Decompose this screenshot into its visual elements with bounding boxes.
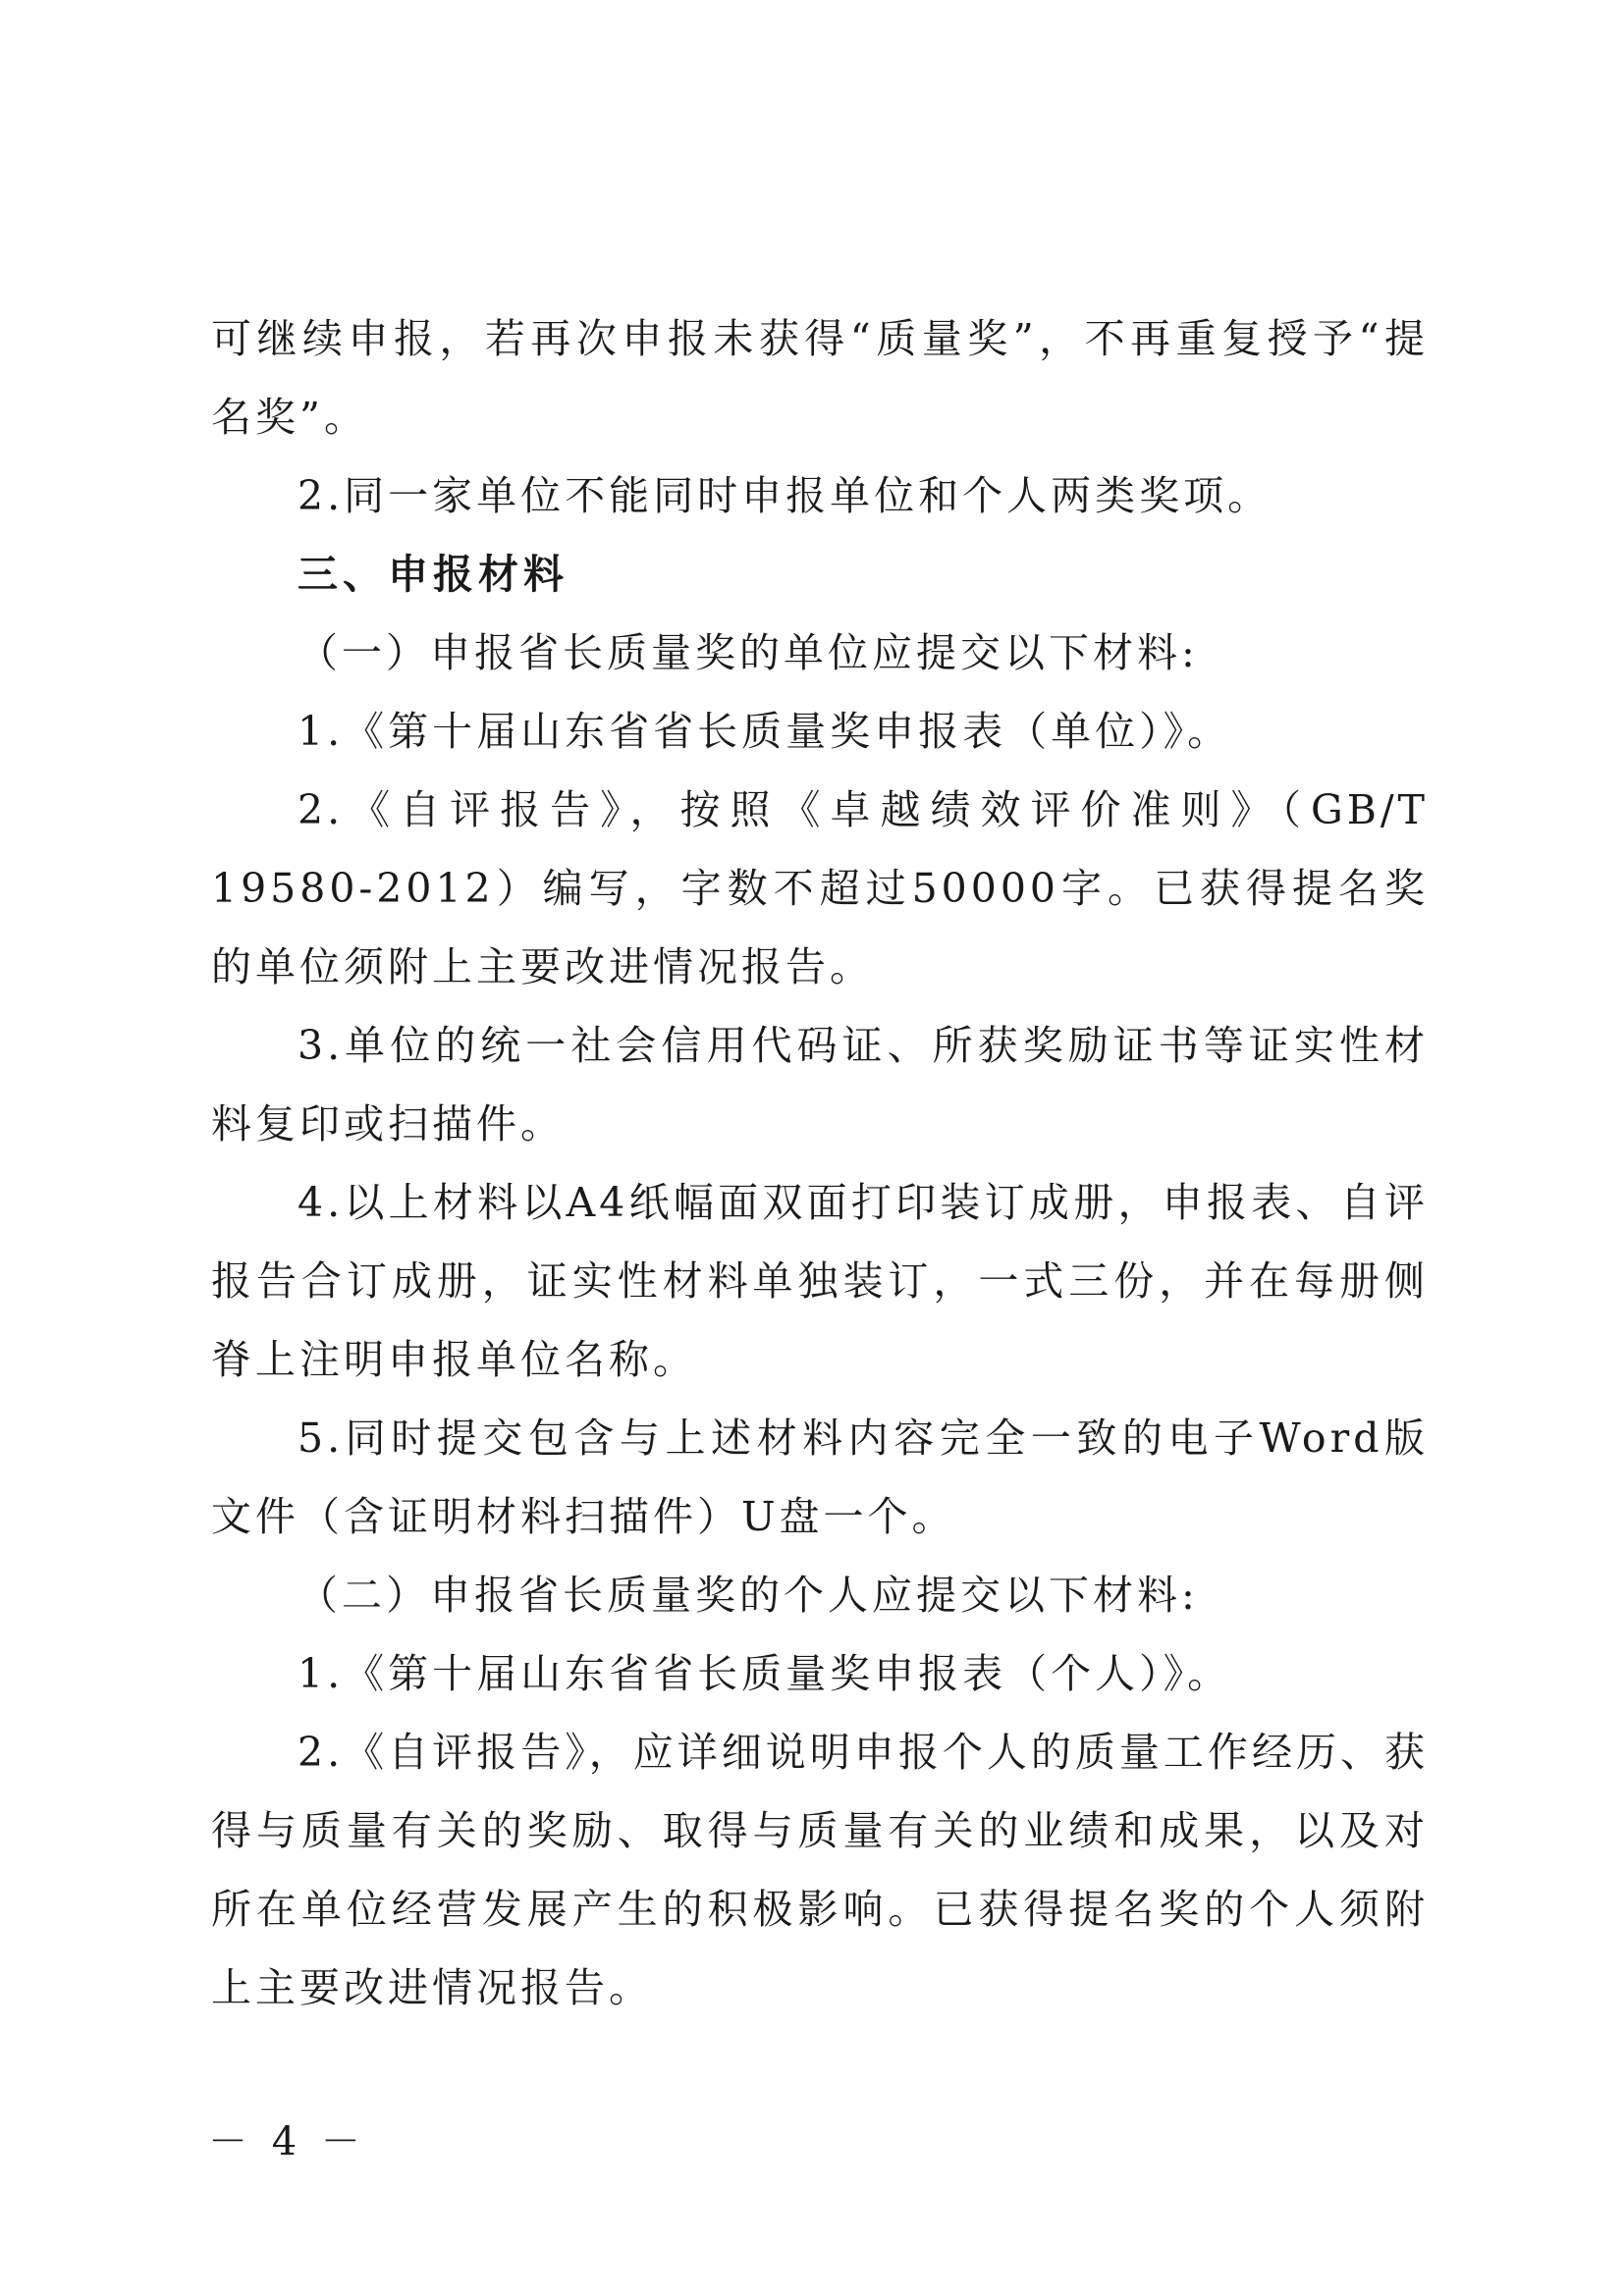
section-heading-materials: 三、申报材料	[298, 551, 568, 598]
document-body	[211, 299, 1429, 2027]
unit-item-2: 2.《自评报告》，按照《卓越绩效评价准则》（GB/T 19580-2012）编写，字数不超过50000字。已获得提名奖的单位须附上主要改进情况报告。	[211, 786, 1429, 990]
subheading-unit-materials: （一）申报省长质量奖的单位应提交以下材料:	[298, 629, 1199, 676]
unit-item-3: 3.单位的统一社会信用代码证、所获奖励证书等证实性材料复印或扫描件。	[211, 1022, 1429, 1148]
subheading-individual-materials: （二）申报省长质量奖的个人应提交以下材料:	[298, 1572, 1199, 1619]
unit-item-1: 1.《第十届山东省省长质量奖申报表（单位）》。	[298, 708, 1232, 755]
page-number: － 4 －	[208, 2119, 366, 2164]
individual-item-1: 1.《第十届山东省省长质量奖申报表（个人）》。	[298, 1650, 1232, 1697]
individual-item-2: 2.《自评报告》，应详细说明申报个人的质量工作经历、获得与质量有关的奖励、取得与质量有关的业绩和成果，以及对所在单位经营发展产生的积极影响。已获得提名奖的个人须附上主要改进情况报告。	[211, 1729, 1429, 2011]
paragraph-rule-2: 2.同一家单位不能同时申报单位和个人两类奖项。	[298, 472, 1272, 519]
unit-item-4: 4.以上材料以A4纸幅面双面打印装订成册，申报表、自评报告合订成册，证实性材料单独装订，一式三份，并在每册侧脊上注明申报单位名称。	[211, 1179, 1429, 1383]
paragraph-continuation: 可继续申报，若再次申报未获得“质量奖”，不再重复授予“提名奖”。	[211, 315, 1429, 441]
unit-item-5: 5.同时提交包含与上述材料内容完全一致的电子Word版文件（含证明材料扫描件）U盘一个。	[211, 1415, 1429, 1540]
